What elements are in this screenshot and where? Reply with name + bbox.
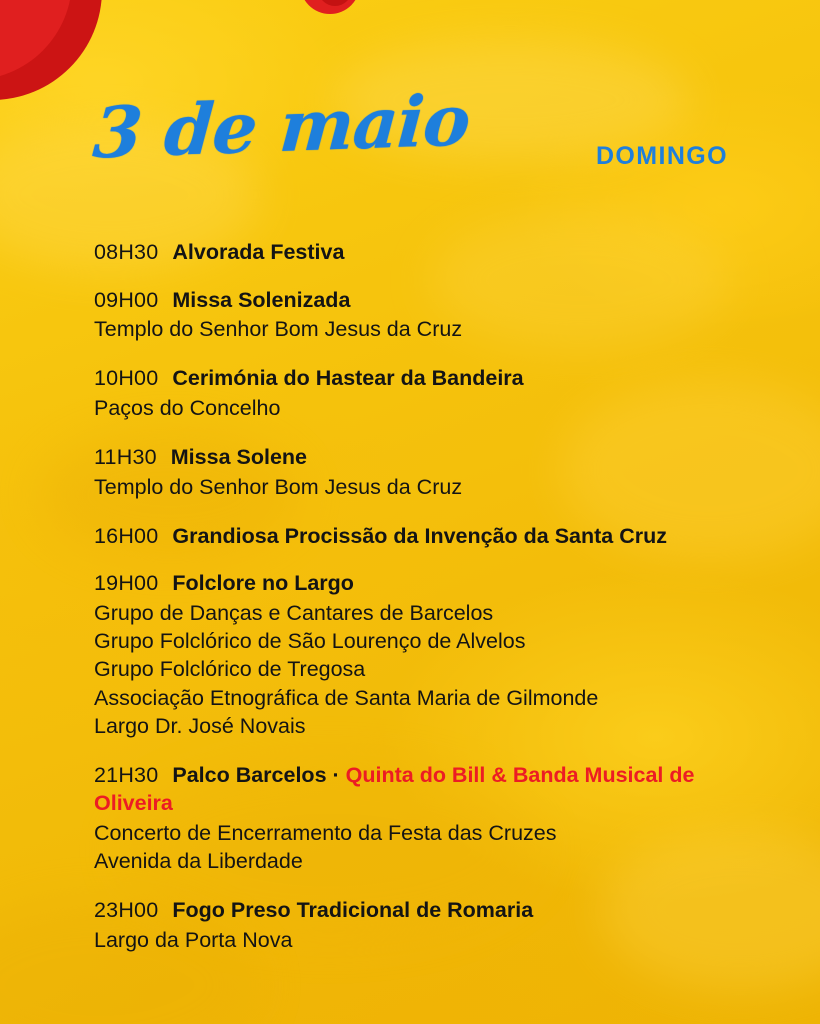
- event-detail-line: Associação Etnográfica de Santa Maria de Gilmonde: [94, 685, 599, 710]
- poster-header: [0, 78, 820, 202]
- event-details: [94, 473, 760, 501]
- program-event: [94, 443, 760, 501]
- event-headline: [94, 569, 760, 598]
- page-title: 3 de maio: [90, 78, 473, 175]
- event-details: [94, 819, 760, 875]
- program-event: [94, 761, 760, 876]
- event-title: Palco Barcelos ·: [172, 762, 346, 787]
- program-event: [94, 286, 760, 344]
- event-detail-line: Largo da Porta Nova: [94, 927, 293, 952]
- event-title: Alvorada Festiva: [172, 240, 345, 264]
- event-title: Grandiosa Procissão da Invenção da Santa Cruz: [172, 523, 668, 548]
- program-event: [94, 238, 760, 267]
- event-time: 16H00: [94, 523, 159, 548]
- event-headline: [94, 286, 760, 315]
- program-event: [94, 364, 760, 422]
- event-detail-line: Templo do Senhor Bom Jesus da Cruz: [94, 474, 463, 499]
- event-title: Cerimónia do Hastear da Bandeira: [172, 366, 524, 391]
- event-time: 19H00: [94, 571, 159, 596]
- event-detail-line: Concerto de Encerramento da Festa das Cruzes: [94, 821, 557, 845]
- event-detail-line: Grupo Folclórico de São Lourenço de Alvelos: [94, 629, 526, 654]
- event-time: 21H30: [94, 762, 159, 787]
- program-event: [94, 896, 760, 954]
- event-details: [94, 599, 760, 740]
- event-detail-line: Avenida da Liberdade: [94, 849, 303, 874]
- event-time: 23H00: [94, 898, 159, 923]
- event-title-highlight: Quinta do Bill & Banda Musical de Oliveira: [94, 762, 695, 816]
- event-headline: [94, 238, 760, 267]
- event-detail-line: Grupo de Danças e Cantares de Barcelos: [94, 601, 494, 626]
- event-headline: [94, 364, 760, 393]
- event-headline: [94, 522, 760, 551]
- weekday-label: DOMINGO: [595, 142, 728, 170]
- event-headline: [94, 761, 760, 818]
- event-detail-line: Grupo Folclórico de Tregosa: [94, 657, 366, 682]
- program-event: [94, 569, 760, 739]
- event-details: [94, 926, 760, 954]
- event-time: 10H00: [94, 366, 159, 391]
- event-title: Fogo Preso Tradicional de Romaria: [172, 898, 534, 923]
- event-title: Missa Solene: [170, 445, 307, 470]
- program-event: [94, 522, 760, 551]
- event-title: Missa Solenizada: [172, 287, 351, 312]
- event-time: 09H00: [94, 287, 159, 312]
- event-headline: [94, 896, 760, 925]
- event-detail-line: Templo do Senhor Bom Jesus da Cruz: [94, 317, 463, 342]
- event-detail-line: Paços do Concelho: [94, 395, 281, 420]
- event-detail-line: Largo Dr. José Novais: [94, 713, 306, 738]
- red-corner-decoration: [0, 0, 102, 100]
- event-time: 08H30: [94, 240, 159, 264]
- event-title: Folclore no Largo: [172, 571, 354, 596]
- program-list: [94, 238, 760, 975]
- event-details: [94, 315, 760, 343]
- event-headline: [94, 443, 760, 472]
- event-time: 11H30: [94, 445, 157, 470]
- event-details: [94, 394, 760, 422]
